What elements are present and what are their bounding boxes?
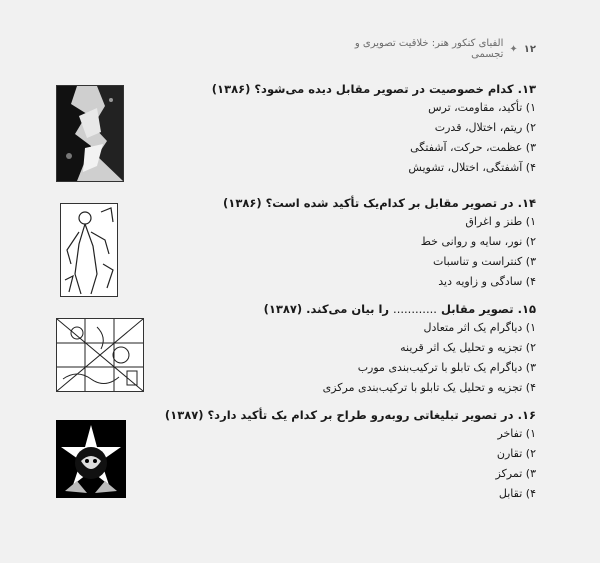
question-title: ۱۴. در تصویر مقابل بر کدام‌یک تأکید شده است؟ (۱۳۸۶) (223, 196, 536, 210)
option-3: ۳) دیاگرام یک تابلو با ترکیب‌بندی مورب (357, 361, 536, 374)
option-2: ۲) ریتم، اختلال، قدرت (434, 121, 536, 134)
question-15-diagram-image (56, 318, 144, 392)
option-3: ۳) عظمت، حرکت، آشفتگی (410, 141, 536, 154)
question-15 (140, 300, 536, 398)
option-3: ۳) کنتراست و تناسبات (432, 255, 536, 268)
option-4: ۴) آشفتگی، اختلال، تشویش (408, 161, 536, 174)
question-title: ۱۳. کدام خصوصیت در تصویر مقابل دیده می‌شود؟ (۱۳۸۶) (211, 82, 536, 96)
option-4: ۴) تجزیه و تحلیل یک تابلو با ترکیب‌بندی مرکزی (322, 381, 536, 394)
question-16 (140, 406, 536, 504)
question-13 (140, 80, 536, 178)
book-title: الفبای کنکور هنر: خلاقیت تصویری و تجسمی (354, 38, 504, 60)
option-4: ۴) سادگی و زاویه دید (438, 275, 536, 288)
question-title: ۱۶. در تصویر تبلیغاتی روبه‌رو طراح بر کدام یک تأکید دارد؟ (۱۳۸۷) (164, 408, 536, 422)
question-14 (140, 194, 536, 292)
question-title: ۱۵. تصویر مقابل ............ را بیان می‌کند. (۱۳۸۷) (263, 302, 536, 316)
option-2: ۲) نور، سایه و روانی خط (420, 235, 536, 248)
question-16-poster-image (56, 420, 126, 498)
option-1: ۱) تفاخر (497, 427, 536, 440)
option-1: ۱) طنز و اغراق (465, 215, 536, 228)
option-1: ۱) تأکید، مقاومت، ترس (428, 101, 536, 114)
page-header (330, 38, 536, 60)
option-2: ۲) تجزیه و تحلیل یک اثر قرینه (400, 341, 536, 354)
question-13-artwork-image (56, 85, 124, 182)
page-number: ۱۲ (523, 43, 536, 55)
bullet-icon: ✦ (509, 43, 518, 55)
option-4: ۴) تقابل (498, 487, 536, 500)
question-14-sketch-image (60, 203, 118, 297)
option-1: ۱) دیاگرام یک اثر متعادل (423, 321, 536, 334)
option-3: ۳) تمرکز (495, 467, 536, 480)
option-2: ۲) تقارن (496, 447, 536, 460)
